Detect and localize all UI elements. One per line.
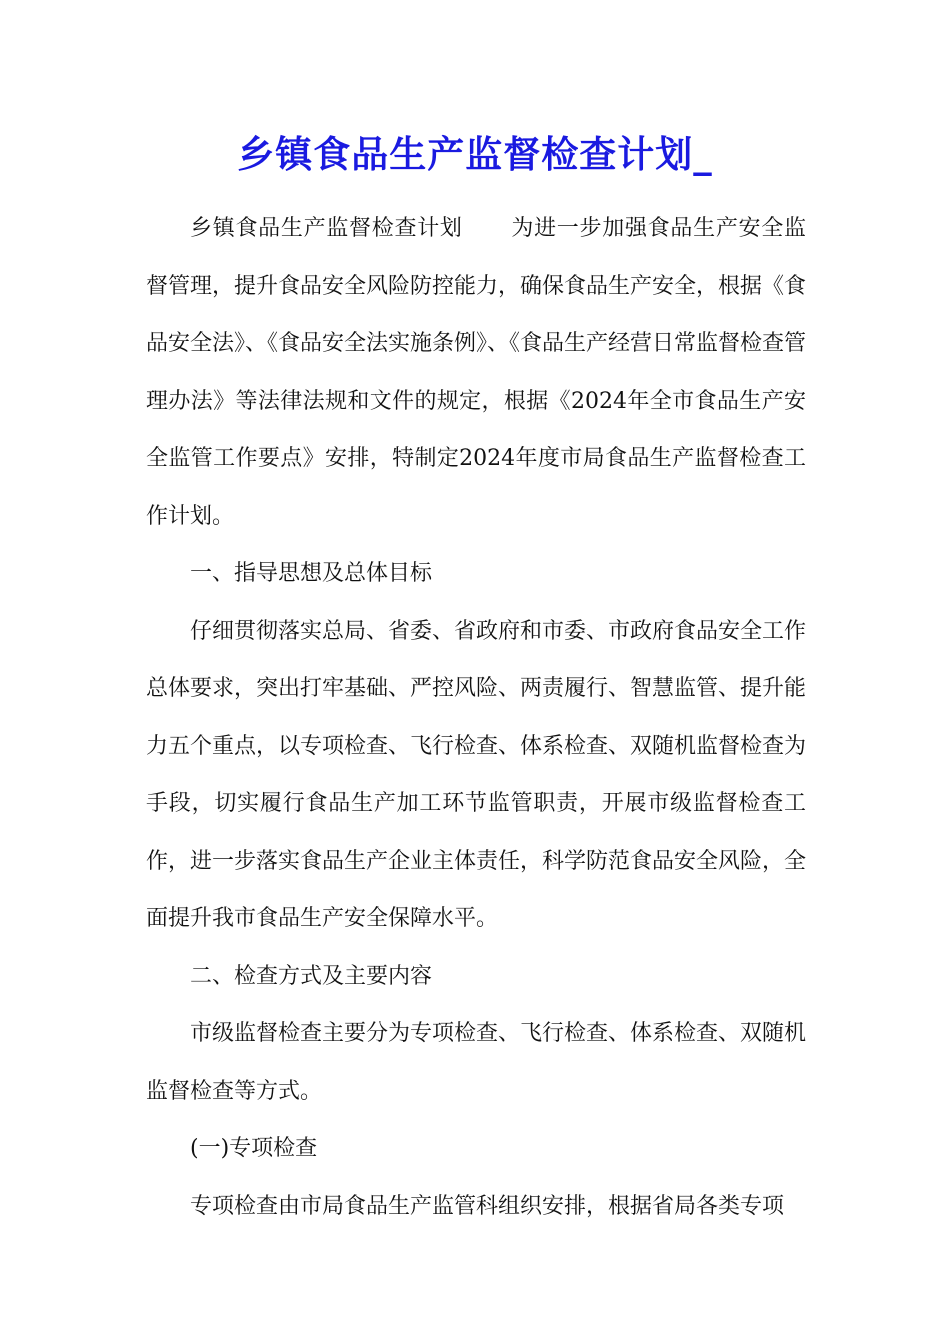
subsection-1-paragraph: 专项检查由市局食品生产监管科组织安排，根据省局各类专项 <box>190 1193 785 1219</box>
section-1-heading: 一、指导思想及总体目标 <box>190 561 433 586</box>
section-1-paragraph: 仔细贯彻落实总局、省委、省政府和市委、市政府食品安全工作总体要求，突出打牢基础、严控风险、两责履行、智慧监管、提升能力五个重点，以专项检查、飞行检查、体系检查、双随机监督检查为手段，切实履行食品生产加工环节监管职责，开展市级监督检查工作，进一步落实食品生产企业主体责任，科学防范食品安全风险，全面提升我市食品生产安全保障水平。 <box>146 618 807 931</box>
intro-paragraph <box>146 200 806 545</box>
section-2-heading: 二、检查方式及主要内容 <box>190 963 433 989</box>
document-title: 乡镇食品生产监督检查计划_ <box>237 132 713 176</box>
section-2-paragraph: 市级监督检查主要分为专项检查、飞行检查、体系检查、双随机监督检查等方式。 <box>146 1021 807 1104</box>
document-body <box>146 200 806 1235</box>
intro-lead: 乡镇食品生产监督检查计划 <box>190 216 463 241</box>
subsection-1-heading: (一)专项检查 <box>190 1136 318 1161</box>
intro-body: 为进一步加强食品生产安全监督管理，提升食品安全风险防控能力，确保食品生产安全，根据《食品安全法》、《食品安全法实施条例》、《食品生产经营日常监督检查管理办法》等法律法规和文件的规定，根据《2024年全市食品生产安全监管工作要点》安排，特制定2024年度市局食品生产监督检查工作计划。 <box>146 216 807 529</box>
